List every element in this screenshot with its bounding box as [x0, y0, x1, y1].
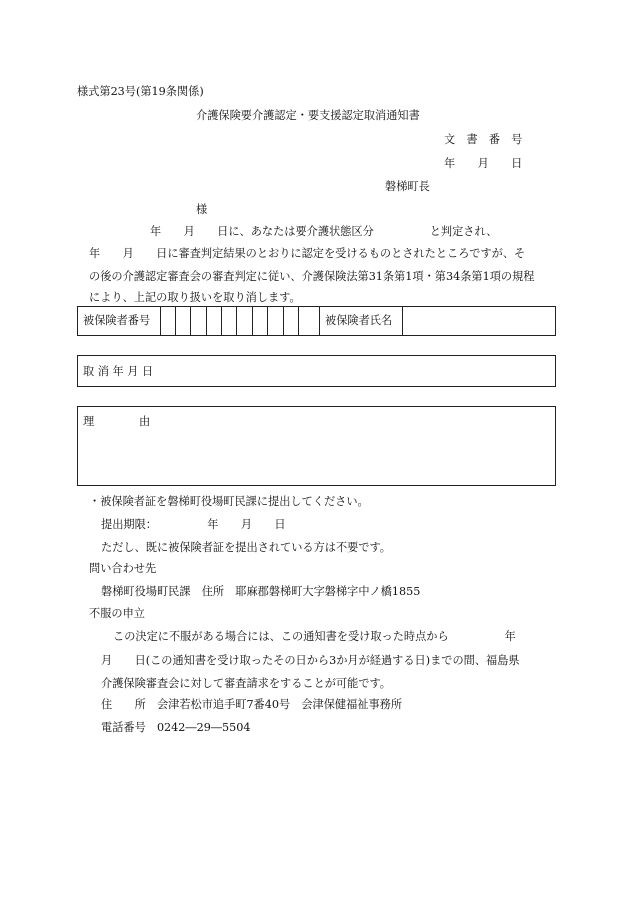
issue-date-label: 年 月 日: [444, 157, 523, 170]
addressee-suffix: 様: [196, 203, 208, 216]
insured-number-cell[interactable]: [221, 307, 222, 335]
appeal-line-1: この決定に不服がある場合には、この通知書を受け取った時点から 年: [113, 630, 516, 643]
cancellation-date-box[interactable]: [77, 355, 556, 387]
reason-label: 理 由: [83, 415, 151, 428]
insured-info-row: [77, 306, 556, 336]
insured-number-cell[interactable]: [190, 307, 191, 335]
document-number-label: 文 書 番 号: [444, 133, 523, 146]
cancellation-date-label: 取 消 年 月 日: [83, 365, 154, 378]
body-line-1: 年 月 日に、あなたは要介護状態区分 と判定され、: [150, 225, 498, 238]
insured-number-cell[interactable]: [267, 307, 268, 335]
insured-number-cell[interactable]: [175, 307, 176, 335]
exception-note: ただし、既に被保険者証を提出されている方は不要です。: [101, 541, 391, 554]
appeal-office-phone: 電話番号 0242―29―5504: [101, 721, 251, 734]
submit-instruction: ・被保険者証を磐梯町役場町民課に提出してください。: [89, 495, 369, 508]
insured-number-cell[interactable]: [298, 307, 299, 335]
insured-number-cell[interactable]: [252, 307, 253, 335]
insured-name-field[interactable]: [402, 307, 403, 335]
document-title: 介護保険要介護認定・要支援認定取消通知書: [196, 109, 420, 122]
insured-name-label: 被保険者氏名: [325, 314, 393, 327]
issuer-name: 磐梯町長: [385, 180, 430, 193]
form-number: 様式第23号(第19条関係): [77, 85, 204, 98]
body-line-2: 年 月 日に審査判定結果のとおりに認定を受けるものとされたところですが、そ: [89, 247, 526, 260]
appeal-line-3: 介護保険審査会に対して審査請求をすることが可能です。: [101, 677, 391, 690]
appeal-office-address: 住 所 会津若松市追手町7番40号 会津保健福祉事務所: [101, 698, 403, 711]
reason-box[interactable]: [77, 406, 556, 486]
inquiry-heading: 問い合わせ先: [89, 562, 157, 575]
insured-number-cell[interactable]: [283, 307, 284, 335]
insured-number-label: 被保険者番号: [83, 314, 151, 327]
submission-deadline: 提出期限： 年 月 日: [101, 518, 286, 531]
inquiry-detail: 磐梯町役場町民課 住所 耶麻郡磐梯町大字磐梯字中ノ橋1855: [101, 585, 421, 598]
body-line-3: の後の介護認定審査会の審査判定に従い、介護保険法第31条第1項・第34条第1項の規程: [89, 270, 535, 283]
insured-number-cell[interactable]: [206, 307, 207, 335]
appeal-heading: 不服の申立: [89, 607, 145, 620]
appeal-line-2: 月 日(この通知書を受け取ったその日から3か月が経過する日)までの間、福島県: [101, 654, 520, 667]
insured-number-cell[interactable]: [236, 307, 237, 335]
body-line-4: により、上記の取り扱いを取り消します。: [89, 291, 301, 304]
